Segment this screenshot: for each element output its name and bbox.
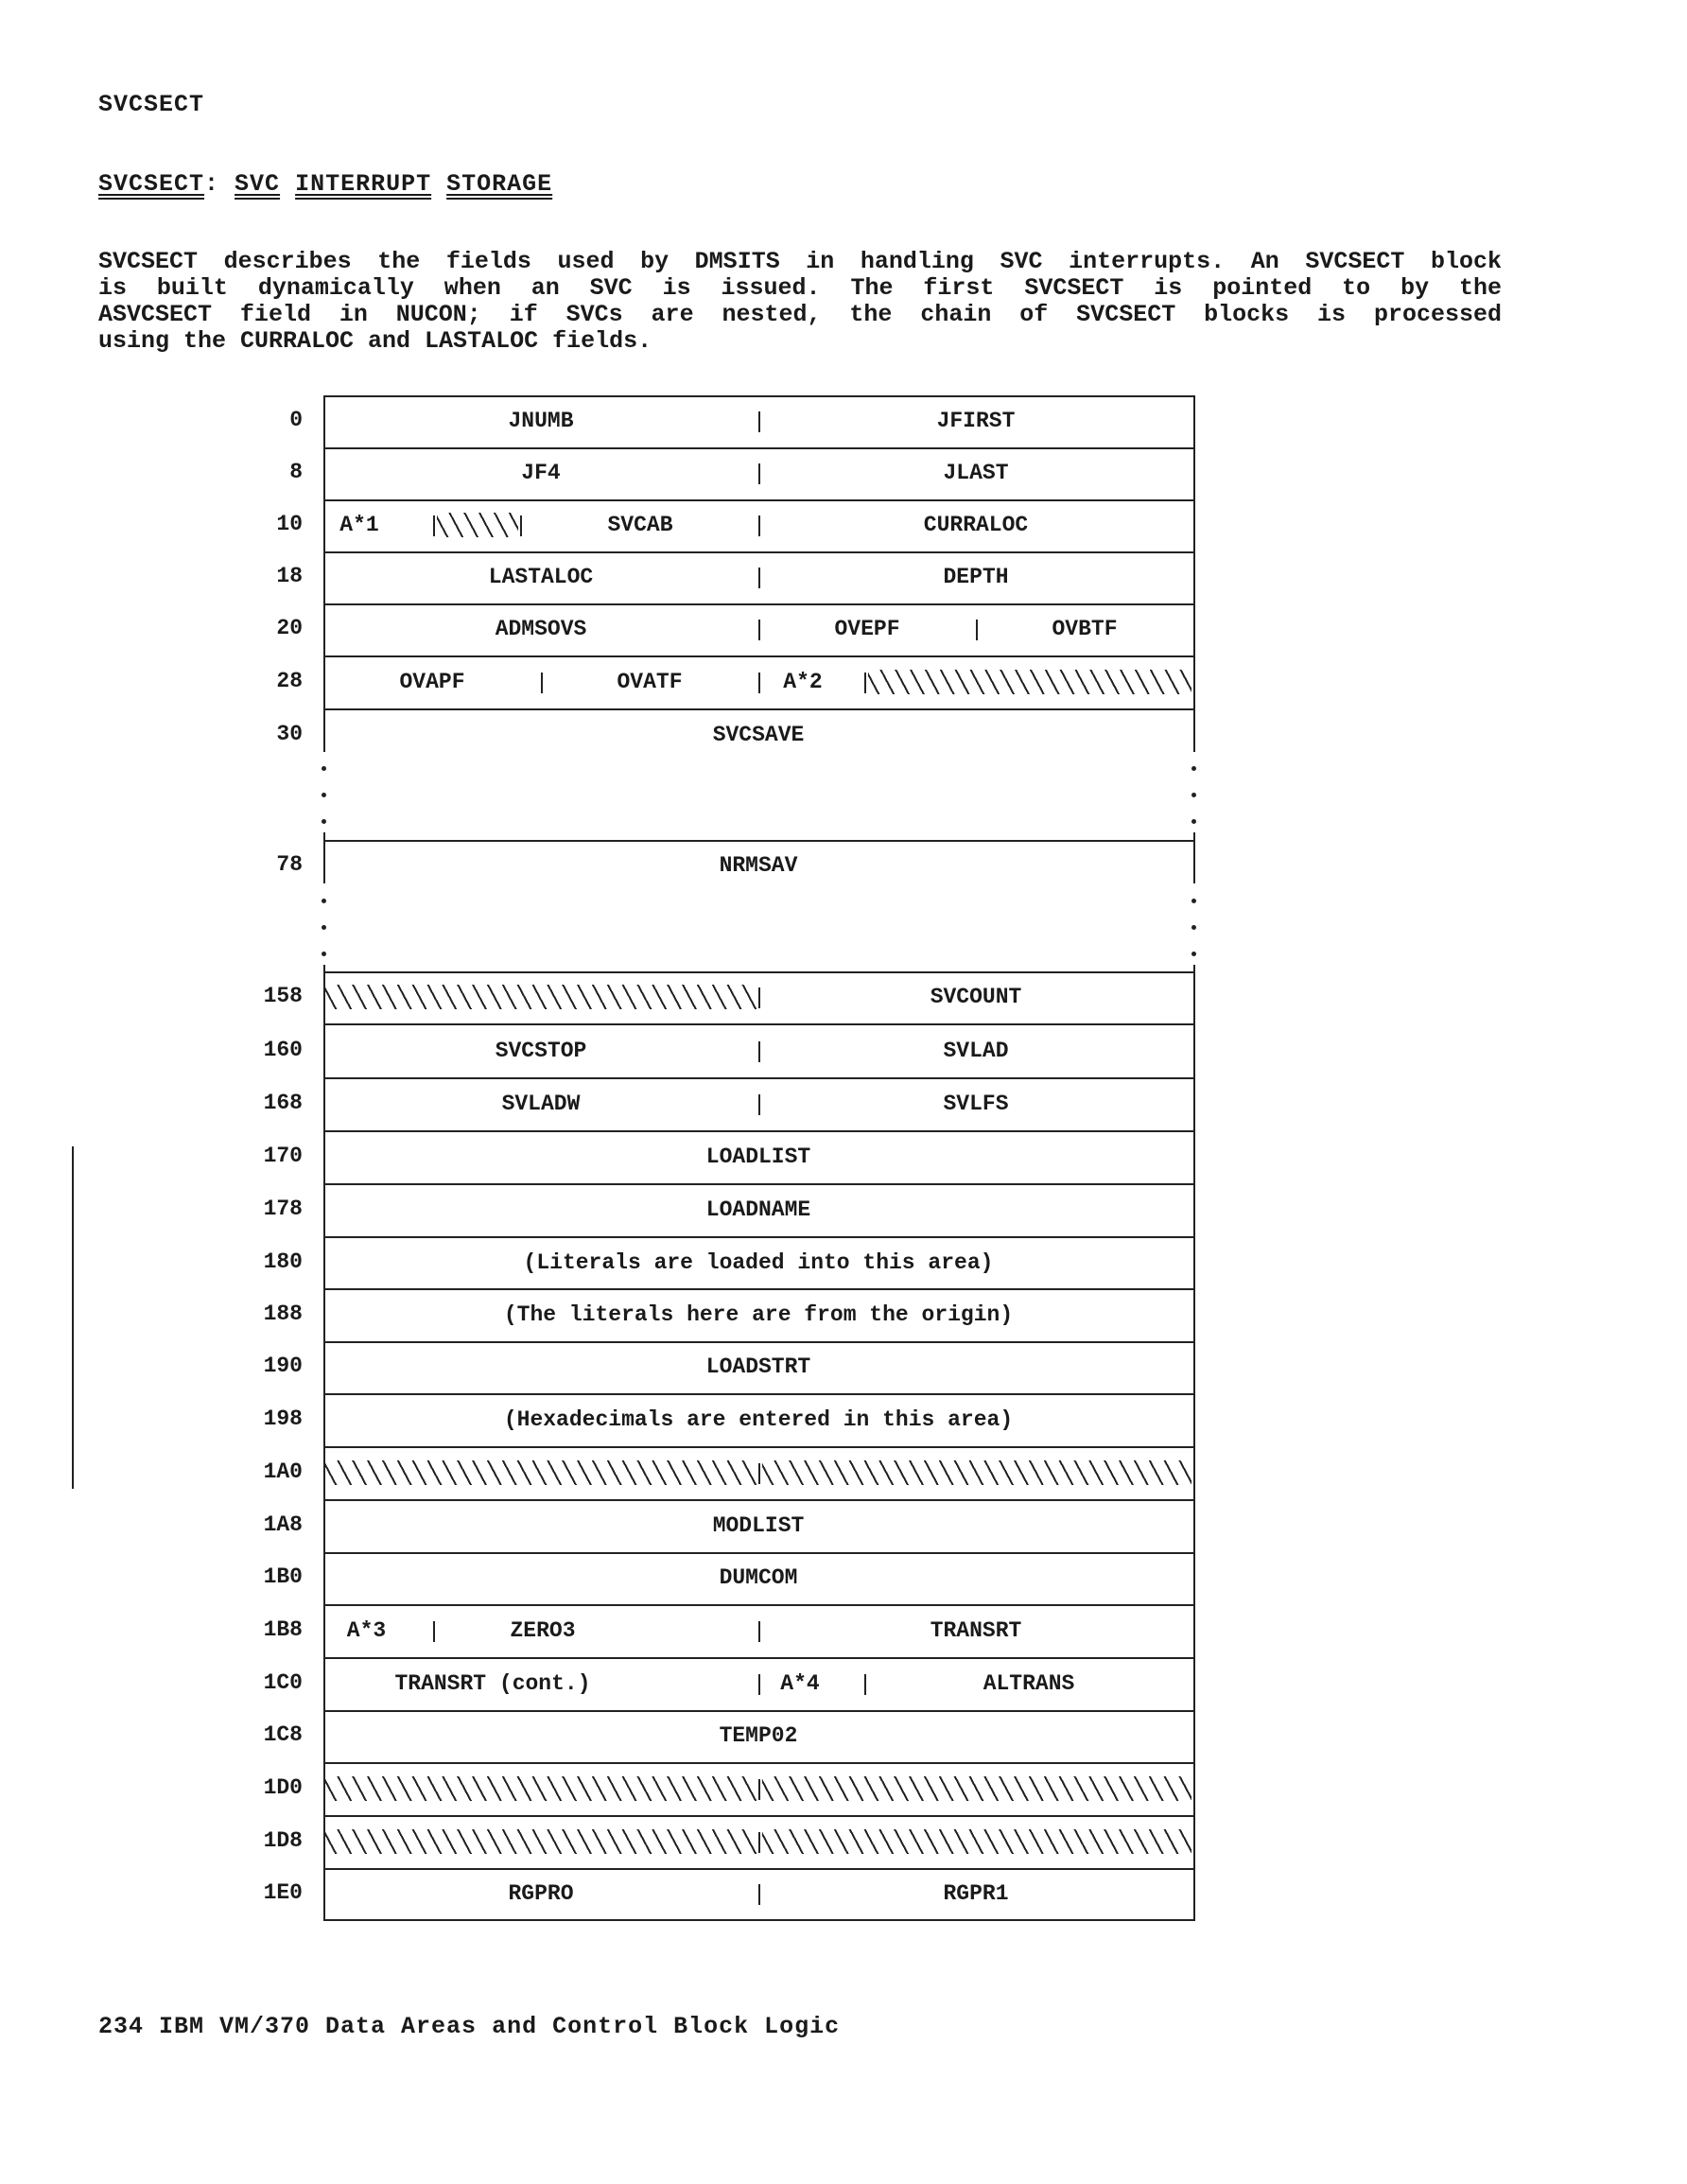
- continuation-dot: [322, 899, 326, 903]
- field-r168-left: SVLADW: [501, 1092, 581, 1116]
- unused-area-hatch: [762, 1829, 1191, 1854]
- flag-a1: A*1: [339, 513, 379, 537]
- field-transrt: TRANSRT: [930, 1618, 1022, 1643]
- field-r160-left: SVCSTOP: [495, 1039, 587, 1063]
- block-bottom-border: [323, 1919, 1193, 1921]
- field-r1B0: DUMCOM: [719, 1565, 798, 1590]
- intro-line: is built dynamically when an SVC is issued. The first SVCSECT is pointed to by the: [98, 274, 1502, 302]
- field-altrans: ALTRANS: [983, 1671, 1075, 1696]
- row-separator: [323, 1710, 1193, 1712]
- row-separator: [323, 1815, 1193, 1817]
- section-title-separator: :: [204, 170, 235, 198]
- offset-label: 178: [263, 1197, 303, 1221]
- field-ovepf: OVEPF: [834, 617, 900, 641]
- flag-a3: A*3: [346, 1618, 387, 1643]
- intro-line: ASVCSECT field in NUCON; if SVCs are nested, the chain of SVCSECT blocks is processed: [98, 301, 1502, 328]
- field-svcab: SVCAB: [607, 513, 673, 537]
- continuation-dot: [322, 766, 326, 771]
- field-divider: [758, 1832, 760, 1853]
- field-r160-right: SVLAD: [943, 1039, 1009, 1063]
- offset-label: 168: [263, 1091, 303, 1115]
- field-r168-right: SVLFS: [943, 1092, 1009, 1116]
- field-r1A8: MODLIST: [712, 1513, 805, 1538]
- row-separator: [323, 1604, 1193, 1606]
- field-divider: [758, 1779, 760, 1800]
- field-curraloc: CURRALOC: [923, 513, 1029, 537]
- continuation-dot: [322, 925, 326, 930]
- continuation-dot: [1191, 793, 1196, 797]
- field-r8-right: JLAST: [943, 461, 1009, 485]
- continuation-dot: [1191, 925, 1196, 930]
- offset-label: 1B8: [263, 1617, 303, 1642]
- row-separator: [323, 1236, 1193, 1238]
- field-divider: [758, 673, 760, 693]
- continuation-dot: [1191, 899, 1196, 903]
- offset-label: 158: [263, 984, 303, 1008]
- field-r1C8: TEMP02: [719, 1723, 798, 1748]
- row-separator: [323, 655, 1193, 657]
- row-separator: [323, 1183, 1193, 1185]
- offset-label: 18: [276, 564, 303, 588]
- field-r198: (Hexadecimals are entered in this area): [503, 1407, 1014, 1432]
- field-r8-left: JF4: [521, 461, 561, 485]
- field-ovatf: OVATF: [617, 670, 683, 694]
- field-r170: LOADLIST: [705, 1144, 811, 1169]
- offset-label: 198: [263, 1406, 303, 1431]
- field-r78: NRMSAV: [719, 853, 798, 878]
- field-divider: [758, 1463, 760, 1484]
- section-title-word-1: SVC: [235, 170, 281, 198]
- field-svcount: SVCOUNT: [930, 985, 1022, 1009]
- offset-label: 1A8: [263, 1512, 303, 1537]
- offset-label: 1D0: [263, 1775, 303, 1800]
- field-divider: [433, 515, 435, 536]
- row-separator: [323, 1499, 1193, 1501]
- continuation-dot: [1191, 952, 1196, 956]
- field-r18-right: DEPTH: [943, 565, 1009, 589]
- continuation-dot: [322, 819, 326, 824]
- field-r178: LOADNAME: [705, 1197, 811, 1222]
- field-r18-left: LASTALOC: [488, 565, 594, 589]
- row-separator: [323, 708, 1193, 710]
- field-ovbtf: OVBTF: [1052, 617, 1118, 641]
- unused-area-hatch: [325, 1460, 757, 1485]
- unused-area-hatch: [868, 670, 1191, 694]
- offset-label: 78: [276, 852, 303, 877]
- running-head: SVCSECT: [98, 91, 205, 118]
- row-separator: [323, 1657, 1193, 1659]
- field-divider: [864, 673, 866, 693]
- unused-area-hatch: [325, 1776, 757, 1801]
- offset-label: 10: [276, 512, 303, 536]
- offset-label: 170: [263, 1144, 303, 1168]
- field-r180: (Literals are loaded into this area): [523, 1250, 994, 1275]
- row-separator: [323, 1288, 1193, 1290]
- unused-area-hatch: [325, 1829, 757, 1854]
- row-separator: [323, 1552, 1193, 1554]
- field-admsovs: ADMSOVS: [495, 617, 587, 641]
- offset-label: 1D8: [263, 1828, 303, 1853]
- revision-change-bar: [72, 1146, 74, 1489]
- row-separator: [323, 1762, 1193, 1764]
- continuation-dot: [322, 952, 326, 956]
- offset-label: 190: [263, 1354, 303, 1378]
- row-separator: [323, 840, 1193, 842]
- offset-label: 28: [276, 669, 303, 693]
- row-separator: [323, 447, 1193, 449]
- row-separator: [323, 1446, 1193, 1448]
- offset-label: 30: [276, 722, 303, 746]
- section-title-name: SVCSECT: [98, 170, 205, 198]
- page-footer: 234 IBM VM/370 Data Areas and Control Block Logic: [98, 2013, 841, 2040]
- row-separator: [323, 1130, 1193, 1132]
- offset-label: 0: [289, 408, 303, 432]
- field-divider: [758, 1674, 760, 1695]
- unused-area-hatch: [437, 513, 518, 537]
- row-separator: [323, 499, 1193, 501]
- offset-label: 20: [276, 616, 303, 640]
- field-r188: (The literals here are from the origin): [503, 1302, 1014, 1327]
- offset-label: 1C8: [263, 1722, 303, 1747]
- continuation-dot: [322, 793, 326, 797]
- continuation-dot: [1191, 766, 1196, 771]
- offset-label: 1E0: [263, 1880, 303, 1905]
- row-separator: [323, 1868, 1193, 1870]
- offset-label: 180: [263, 1249, 303, 1274]
- row-separator: [323, 1341, 1193, 1343]
- offset-label: 8: [289, 460, 303, 484]
- row-separator: [323, 971, 1193, 973]
- field-r1E0-right: RGPR1: [943, 1881, 1009, 1906]
- block-top-border: [323, 395, 1193, 397]
- continuation-dot: [1191, 819, 1196, 824]
- row-separator: [323, 603, 1193, 605]
- unused-area-hatch: [325, 985, 757, 1009]
- field-r0-right: JFIRST: [936, 409, 1016, 433]
- flag-a2: A*2: [783, 670, 823, 694]
- offset-label: 188: [263, 1302, 303, 1326]
- unused-area-hatch: [762, 1776, 1191, 1801]
- row-separator: [323, 1023, 1193, 1025]
- flag-a4: A*4: [780, 1671, 820, 1696]
- intro-line: SVCSECT describes the fields used by DMSITS in handling SVC interrupts. An SVCSECT block: [98, 248, 1502, 275]
- field-r190: LOADSTRT: [705, 1354, 811, 1379]
- field-divider: [1193, 395, 1195, 1921]
- row-separator: [323, 1077, 1193, 1079]
- field-r30: SVCSAVE: [712, 723, 805, 747]
- field-transrt-cont: TRANSRT (cont.): [394, 1671, 591, 1696]
- offset-label: 1C0: [263, 1670, 303, 1695]
- row-separator: [323, 1393, 1193, 1395]
- intro-line: using the CURRALOC and LASTALOC fields.: [98, 327, 652, 355]
- field-r1E0-left: RGPRO: [508, 1881, 574, 1906]
- unused-area-hatch: [762, 1460, 1191, 1485]
- field-zero3: ZERO3: [510, 1618, 576, 1643]
- field-ovapf: OVAPF: [399, 670, 465, 694]
- section-title-word-2: INTERRUPT: [295, 170, 432, 198]
- field-r0-left: JNUMB: [508, 409, 574, 433]
- section-title-word-3: STORAGE: [446, 170, 553, 198]
- offset-label: 1B0: [263, 1564, 303, 1589]
- row-separator: [323, 551, 1193, 553]
- offset-label: 160: [263, 1038, 303, 1062]
- offset-label: 1A0: [263, 1459, 303, 1484]
